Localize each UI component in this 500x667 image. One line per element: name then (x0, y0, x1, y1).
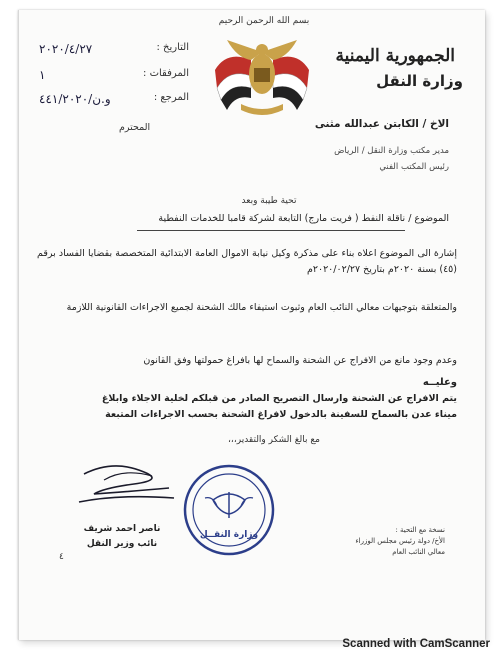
meta-attachments-row (39, 68, 189, 82)
meta-reference-row (39, 92, 189, 106)
greeting: تحية طيبة وبعد (241, 196, 297, 206)
office-line: مدير مكتب وزارة النقل / الرياض (334, 146, 449, 156)
decision-line-1: يتم الافراج عن الشحنة وارسال التصريح الصادر من قبلكم لخلية الاجلاء وابلاغ (101, 393, 457, 404)
attachments-label: المرفقات : (143, 68, 189, 79)
basmala: بسم الله الرحمن الرحيم (218, 16, 310, 26)
decision-line-2: ميناء عدن بالسماح للسفينة بالدخول لافراغ الشحنة بحسب الاجراءات المتبعة (105, 409, 457, 420)
letter-page (18, 10, 485, 640)
closing-line: مع بالغ الشكر والتقدير،،، (228, 435, 320, 445)
official-stamp-icon (179, 460, 279, 560)
office-line-2: رئيس المكتب الفني (379, 162, 449, 172)
copies-line-1: الأخ/ دولة رئيس مجلس الوزراء (355, 537, 445, 545)
respected-label: المحترم (119, 122, 151, 133)
reference-label: المرجع : (153, 92, 189, 103)
footer-number: ٤ (59, 552, 64, 562)
copies-heading: نسخة مع التحية : (395, 526, 445, 534)
handwritten-signature-icon (74, 454, 184, 514)
accordingly-label: وعليــه (422, 377, 457, 388)
paragraph-3: وعدم وجود مانع من الافراج عن الشحنة والسماح لها بافراغ حمولتها وفق القانون (143, 355, 457, 366)
camscanner-watermark: Scanned with CamScanner (342, 638, 490, 650)
meta-date-row (39, 42, 189, 56)
reference-value: و.ن/٤٤١/٢٠٢٠ (39, 92, 111, 106)
signer-title: نائب وزير النقل (86, 539, 158, 549)
recipient: الاخ / الكابتن عبدالله مثنى (314, 118, 449, 130)
yemen-eagle-emblem-icon (207, 30, 317, 120)
stamp-text: وزارة النقــل (199, 530, 259, 540)
paragraph-1: إشارة الى الموضوع اعلاه بناء على مذكرة وكيل نيابة الاموال العامة الابتدائية المتخصصة بقضايا الفساد برقم (٤٥) بسنة ٢٠٢٠م بتاريخ ٢٠٢٠/٠٢/٢٧م (37, 248, 457, 275)
attachments-value: ١ (39, 68, 46, 82)
date-label: التاريخ : (156, 42, 189, 53)
date-value: ٢٠٢٠/٤/٢٧ (39, 42, 93, 56)
signer-name: ناصر احمد شريف (83, 524, 161, 534)
republic-title: الجمهورية اليمنية (335, 46, 455, 66)
ministry-title: وزارة النقل (376, 72, 463, 90)
subject-line: الموضوع / ناقلة النفط ( فريت مارج) التابعة لشركة قامبا للخدمات النفطية (158, 213, 449, 224)
subject-underline (137, 230, 405, 231)
paragraph-2: والمتعلقة بتوجيهات معالي النائب العام وثبوت استيفاء مالك الشحنة لجميع الاجراءات القانونية اللازمة (66, 302, 457, 313)
copies-line-2: معالي النائب العام (392, 548, 445, 556)
